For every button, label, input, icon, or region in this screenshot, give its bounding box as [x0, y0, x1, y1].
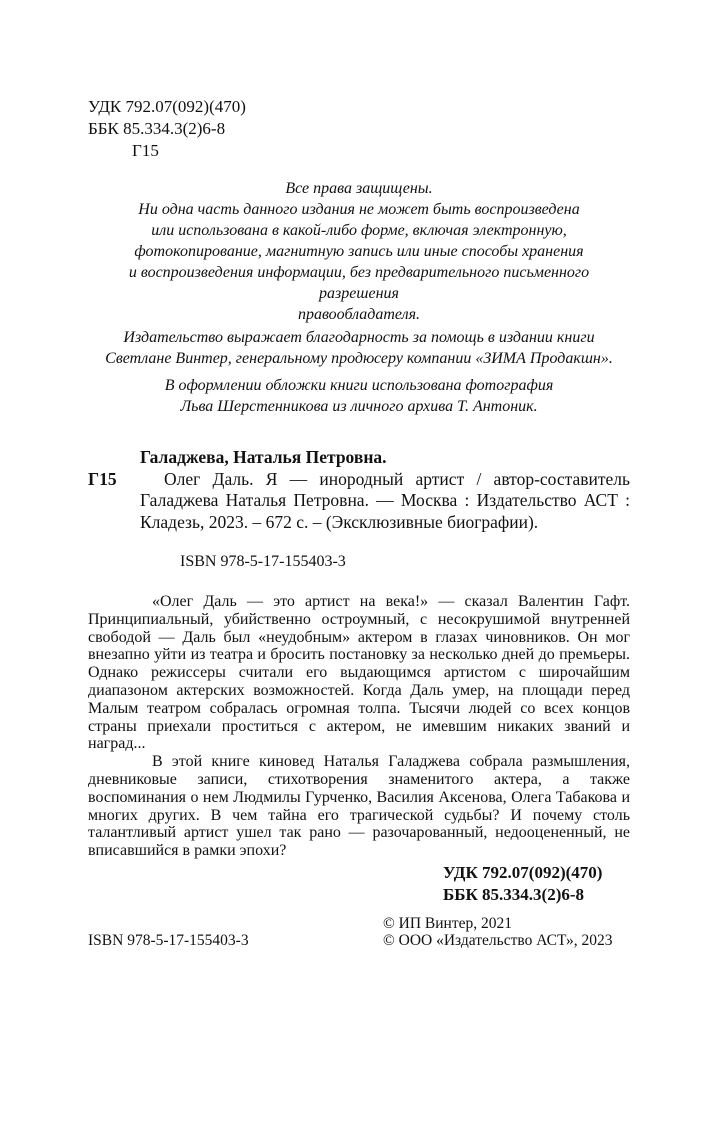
photo-credit-line: В оформлении обложки книги использована фотография: [164, 377, 554, 394]
copyright-line-publisher-ast: © ООО «Издательство АСТ», 2023: [383, 932, 613, 950]
photo-credit-notice: [88, 375, 630, 417]
acknowledgment-line: Светлане Винтер, генеральному продюсеру компании «ЗИМА Продакшн».: [105, 350, 613, 367]
top-classification-codes: [88, 96, 630, 162]
copyright-block: [383, 915, 630, 950]
isbn-middle: ISBN 978-5-17-155403-3: [180, 553, 346, 570]
rights-notice-line: фотокопирование, магнитную запись или иные способы хранения: [134, 243, 584, 260]
annotation-paragraph-1: «Олег Даль — это артист на века!» — сказал Валентин Гафт. Принципиальный, убийственно остроумный, с несокрушимой внутренней свободой — Даль был «неудобным» актером в глазах чиновников. Он мог внезапно уйти из театра и бросить постановку за несколько дней до премьеры. Однако режиссеры считали его выдающимся артистом с широчайшим диапазоном актерских возможностей. Когда Даль умер, на площади перед Малым театром собралась огромная толпа. Тысячи людей со всех концов страны приехали проститься с актером, не имевшим никаких званий и наград...: [88, 593, 630, 753]
bbk-code-bottom: ББК 85.334.3(2)6-8: [443, 884, 585, 904]
acknowledgment-notice: [88, 327, 630, 369]
copyright-line-publisher-winter: © ИП Винтер, 2021: [383, 914, 512, 932]
udk-code: УДК 792.07(092)(470): [88, 97, 246, 116]
annotation: [88, 593, 630, 860]
bottom-classification-codes: [443, 862, 630, 906]
rights-notice-line: Ни одна часть данного издания не может быть воспроизведена: [138, 201, 580, 218]
bottom-row: [88, 915, 630, 950]
bib-description: Олег Даль. Я — инородный артист / автор-составитель Галаджева Наталья Петровна. — Москва : Издательство АСТ : Кладезь, 2023. – 672 с. – (Эксклюзивные биографии).: [140, 468, 630, 532]
bib-author: Галаджева, Наталья Петровна.: [140, 447, 387, 467]
acknowledgment-line: Издательство выражает благодарность за помощь в издании книги: [123, 329, 595, 346]
bib-description-row: [88, 468, 630, 534]
bibliographic-entry: [88, 447, 630, 533]
rights-notice-line: правообладателя.: [297, 306, 421, 323]
rights-notice-line: и воспроизведения информации, без предварительного письменного разрешения: [128, 264, 590, 302]
bib-author-sign: Г15: [88, 468, 117, 489]
author-sign-code: Г15: [132, 141, 159, 160]
annotation-paragraph-2: В этой книге киновед Наталья Галаджева собрала размышления, дневниковые записи, стихотворения знаменитого актера, а также воспоминания о нем Людмилы Гурченко, Василия Аксенова, Олега Табакова и многих других. В чем тайна его трагической судьбы? И почему столь талантливый артист ушел так рано — разочарованный, недооцененный, не вписавшийся в рамки эпохи?: [88, 753, 630, 860]
isbn-bottom: ISBN 978-5-17-155403-3: [88, 932, 249, 950]
udk-code-bottom: УДК 792.07(092)(470): [443, 862, 603, 882]
photo-credit-line: Льва Шерстенникова из личного архива Т. Антоник.: [180, 398, 538, 415]
rights-notice: [88, 178, 630, 325]
rights-notice-line: Все права защищены.: [285, 180, 433, 197]
bbk-code: ББК 85.334.3(2)6-8: [88, 119, 226, 138]
rights-notice-line: или использована в какой-либо форме, включая электронную,: [151, 222, 567, 239]
